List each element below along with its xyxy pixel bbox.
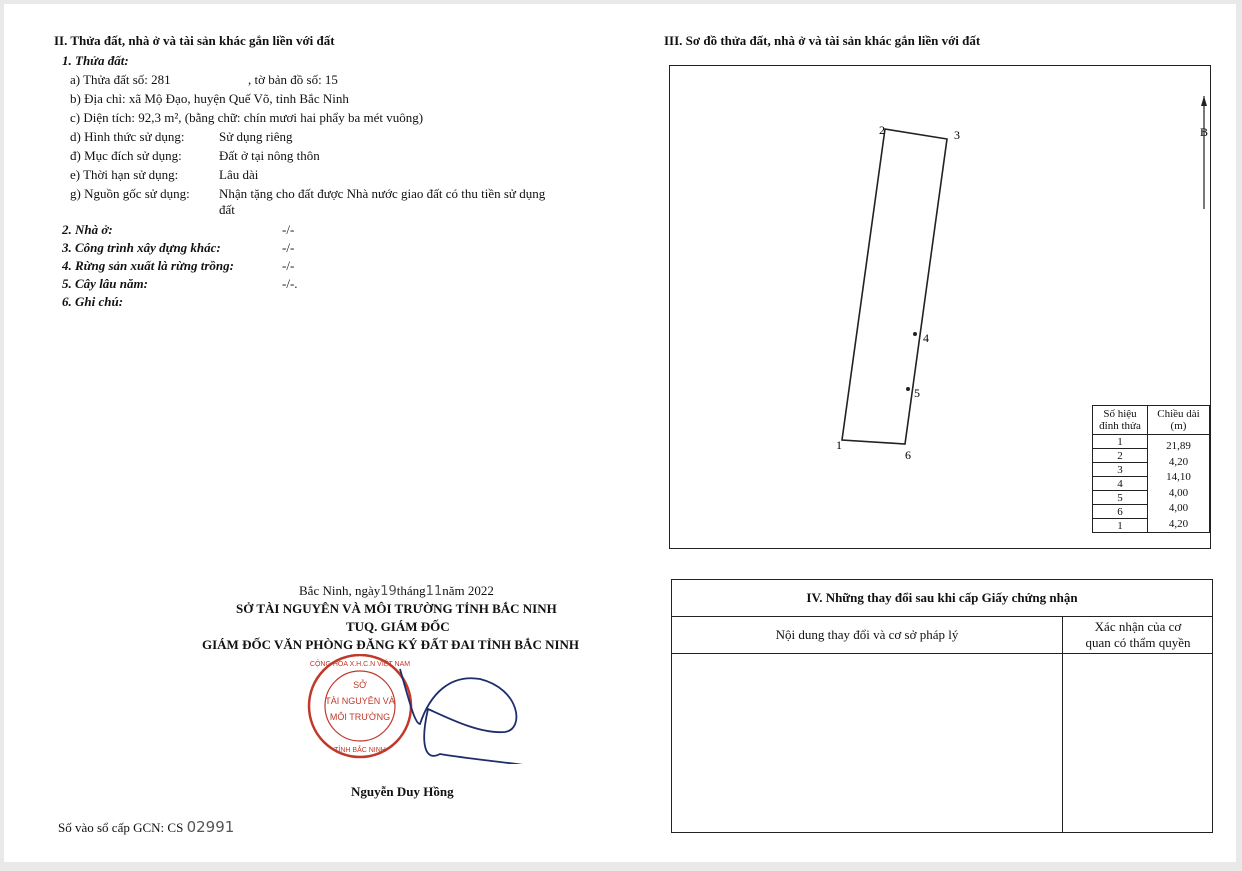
date-mid: tháng	[396, 583, 426, 598]
stamp-line-moitruong: MÔI TRƯỜNG	[329, 712, 391, 722]
length-4: 4,00	[1168, 486, 1189, 499]
changes-col-confirmation: Xác nhận của cơ quan có thẩm quyền	[1085, 619, 1191, 650]
perennial-value: -/-.	[282, 276, 298, 291]
vertex-5-dot	[906, 387, 910, 391]
section2-title: II. Thửa đất, nhà ở và tài sản khác gắn liền với đất	[54, 33, 335, 48]
length-2: 4,20	[1168, 455, 1189, 468]
house-value: -/-	[282, 222, 295, 237]
forest-label: 4. Rừng sản xuất là rừng trồng:	[62, 258, 234, 273]
section4-title: IV. Những thay đổi sau khi cấp Giấy chứng nhận	[672, 580, 1212, 617]
parcel-number: a) Thửa đất số: 281	[70, 72, 171, 87]
stamp-line-tainguyen: TÀI NGUYÊN VÀ	[325, 696, 395, 706]
length-3: 14,10	[1166, 471, 1191, 483]
use-origin-value: Nhận tặng cho đất được Nhà nước giao đất có thu tiền sử dụng	[219, 186, 546, 201]
stamp-ring-top: CỘNG HÒA X.H.C.N VIỆT NAM	[309, 661, 411, 668]
table-lengths	[1148, 435, 1210, 533]
use-form-label: d) Hình thức sử dụng:	[70, 129, 185, 144]
note-label: 6. Ghi chú:	[62, 294, 124, 309]
parcel-outline	[842, 129, 947, 444]
table-vertex: 6	[1093, 505, 1148, 519]
map-sheet-number: , tờ bản đồ số: 15	[248, 72, 338, 87]
use-origin-label: g) Nguồn gốc sử dụng:	[70, 186, 190, 201]
table-vertex: 2	[1093, 449, 1148, 463]
section3-title: III. Sơ đồ thửa đất, nhà ở và tài sản khác gắn liền với đất	[664, 33, 981, 48]
vertex-label-3: 3	[954, 128, 960, 142]
vertex-label-4: 4	[923, 331, 929, 345]
table-header-vertex: Số hiệu đỉnh thửa	[1093, 406, 1148, 435]
date-month: 11	[425, 584, 443, 599]
date-line	[299, 583, 494, 599]
changes-table	[671, 579, 1213, 833]
use-term-value: Lâu dài	[219, 167, 259, 182]
date-suffix: năm 2022	[442, 583, 494, 598]
table-header-length: Chiều dài (m)	[1148, 406, 1210, 435]
table-vertex: 3	[1093, 463, 1148, 477]
length-6: 4,20	[1168, 517, 1189, 530]
changes-divider	[1062, 617, 1063, 832]
org-name: SỞ TÀI NGUYÊN VÀ MÔI TRƯỜNG TỈNH BẮC NINH	[236, 601, 557, 616]
changes-col-content: Nội dung thay đổi và cơ sở pháp lý	[775, 627, 959, 642]
tuq-title: TUQ. GIÁM ĐỐC	[346, 619, 450, 634]
registry-number	[58, 818, 234, 836]
parcel-map	[669, 65, 1211, 549]
stamp-ring-bottom: TỈNH BẮC NINH	[334, 747, 386, 754]
registry-label: Số vào sổ cấp GCN: CS	[58, 820, 184, 835]
perennial-label: 5. Cây lâu năm:	[62, 276, 148, 291]
registry-value: 02991	[186, 818, 235, 836]
use-term-label: e) Thời hạn sử dụng:	[70, 167, 179, 182]
table-vertex: 5	[1093, 491, 1148, 505]
other-construction-value: -/-	[282, 240, 295, 255]
length-5: 4,00	[1168, 502, 1189, 514]
vertex-4-dot	[913, 332, 917, 336]
date-day: 19	[380, 584, 397, 599]
use-purpose-value: Đất ở tại nông thôn	[219, 148, 320, 163]
signature-stroke	[400, 669, 530, 764]
vertex-label-6: 6	[905, 448, 911, 462]
north-arrow-head	[1201, 96, 1207, 106]
certificate-page	[4, 4, 1236, 862]
forest-value: -/-	[282, 258, 295, 273]
other-construction-label: 3. Công trình xây dựng khác:	[62, 240, 221, 255]
use-origin-cont: đất	[219, 202, 235, 217]
address: b) Địa chỉ: xã Mộ Đạo, huyện Quế Võ, tỉnh Bắc Ninh	[70, 91, 349, 106]
length-1: 21,89	[1166, 440, 1191, 452]
use-purpose-label: đ) Mục đích sử dụng:	[70, 148, 182, 163]
date-prefix: Bắc Ninh, ngày	[299, 583, 381, 598]
vertex-label-1: 1	[836, 438, 842, 452]
house-label: 2. Nhà ở:	[62, 222, 113, 237]
table-vertex: 1	[1093, 519, 1148, 533]
table-vertex: 1	[1093, 435, 1148, 449]
signer-position: GIÁM ĐỐC VĂN PHÒNG ĐĂNG KÝ ĐẤT ĐAI TỈNH BẮC NINH	[202, 637, 580, 652]
north-label: B	[1200, 125, 1209, 139]
signer-name: Nguyễn Duy Hồng	[351, 784, 454, 799]
changes-columns	[672, 617, 1212, 654]
stamp	[309, 655, 411, 757]
land-heading: 1. Thửa đất:	[62, 53, 129, 68]
use-form-value: Sử dụng riêng	[219, 129, 293, 144]
official-stamp-and-signature	[300, 654, 540, 764]
area: c) Diện tích: 92,3 m², (bằng chữ: chín mươi hai phẩy ba mét vuông)	[70, 110, 424, 125]
vertex-length-table	[1092, 405, 1210, 533]
table-vertex: 4	[1093, 477, 1148, 491]
vertex-label-2: 2	[879, 123, 885, 137]
vertex-label-5: 5	[914, 386, 920, 400]
stamp-line-so: SỞ	[353, 680, 367, 690]
